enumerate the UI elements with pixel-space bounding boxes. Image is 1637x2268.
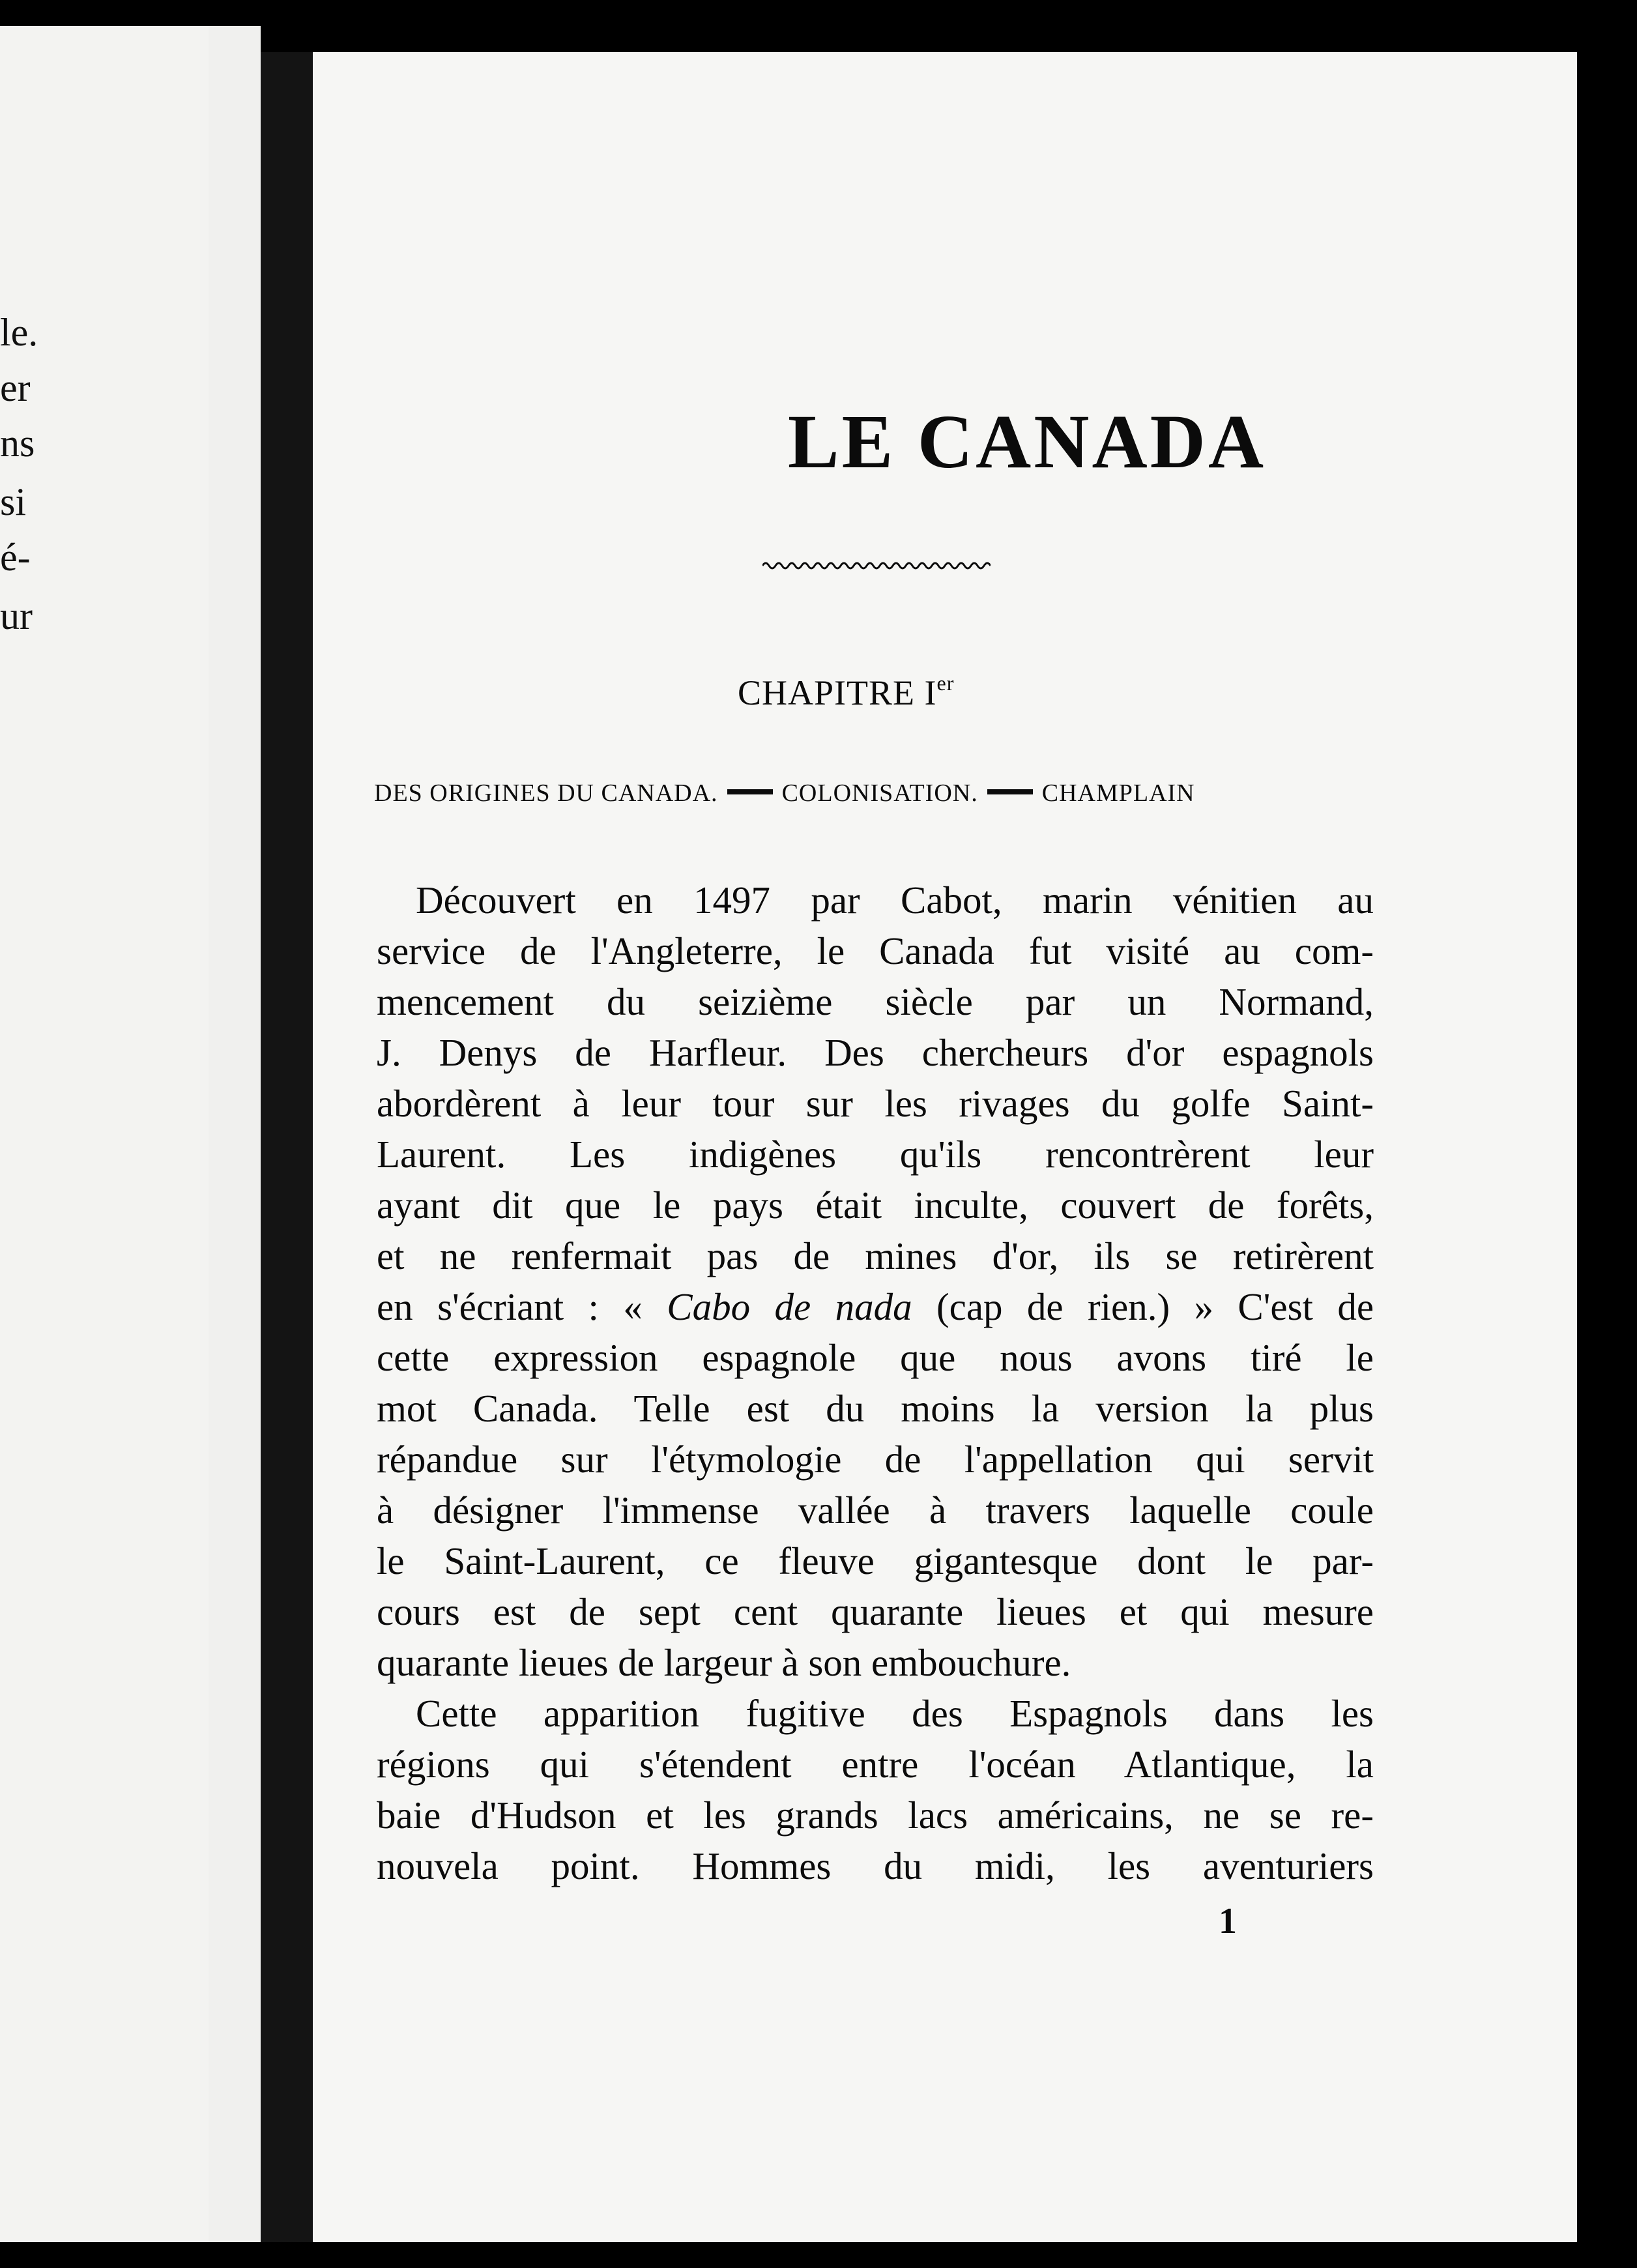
text-line (377, 1281, 1374, 1332)
text-line: service de l'Angleterre, le Canada fut visité au com- (377, 929, 1374, 972)
text-line: et ne renfermait pas de mines d'or, ils se retirèrent (377, 1234, 1374, 1277)
text-line: baie d'Hudson et les grands lacs américains, ne se re- (377, 1794, 1374, 1837)
italic-phrase: Cabo de nada (667, 1285, 912, 1328)
left-page-fragment: le. (0, 311, 38, 354)
text-line: à désigner l'immense vallée à travers laquelle coule (377, 1489, 1374, 1532)
text-line: mot Canada. Telle est du moins la version la plus (377, 1387, 1374, 1430)
page-gutter (209, 26, 261, 2242)
left-page-fragment: er (0, 366, 31, 409)
body-text (377, 875, 1374, 1891)
subtitle-part-colonisation: COLONISATION. (781, 779, 978, 807)
text-line: Laurent. Les indigènes qu'ils rencontrèrent leur (377, 1133, 1374, 1176)
text-line: cours est de sept cent quarante lieues et qui mesure (377, 1590, 1374, 1633)
text-segment: en s'écriant : « (377, 1285, 667, 1328)
left-page-fragment: ns (0, 422, 35, 465)
text-segment: (cap de rien.) » C'est de (912, 1285, 1374, 1328)
text-line: régions qui s'étendent entre l'océan Atlantique, la (377, 1743, 1374, 1786)
subtitle-part-champlain: CHAMPLAIN (1041, 779, 1195, 807)
em-dash (727, 789, 773, 794)
text-line: Cette apparition fugitive des Espagnols dans les (416, 1692, 1374, 1735)
page-number: 1 (1219, 1901, 1237, 1941)
text-line: Découvert en 1497 par Cabot, marin vénitien au (416, 879, 1374, 922)
text-line: le Saint-Laurent, ce fleuve gigantesque dont le par- (377, 1539, 1374, 1582)
text-line: répandue sur l'étymologie de l'appellation qui servit (377, 1438, 1374, 1481)
left-page-fragment: si (0, 480, 27, 523)
text-line: cette expression espagnole que nous avons tiré le (377, 1336, 1374, 1379)
text-line: ayant dit que le pays était inculte, couvert de forêts, (377, 1184, 1374, 1227)
left-page-fragment: ur (0, 594, 33, 637)
text-line: quarante lieues de largeur à son embouchure. (377, 1641, 1071, 1684)
text-line: J. Denys de Harfleur. Des chercheurs d'or espagnols (377, 1031, 1374, 1074)
chapter-superscript: er (936, 671, 955, 695)
subtitle-part-origins: DES ORIGINES DU CANADA. (374, 779, 718, 807)
text-line: nouvela point. Hommes du midi, les aventuriers (377, 1844, 1374, 1887)
left-page-fragment: é- (0, 536, 31, 579)
page-title: LE CANADA (787, 399, 1267, 484)
chapter-heading (738, 671, 1037, 713)
left-page (0, 26, 215, 2242)
text-line: mencement du seizième siècle par un Normand, (377, 980, 1374, 1023)
chapter-label: CHAPITRE I (738, 673, 937, 712)
em-dash (987, 789, 1033, 794)
text-line: abordèrent à leur tour sur les rivages du golfe Saint- (377, 1082, 1374, 1125)
binding-shadow (261, 52, 313, 2242)
wavy-ornament-divider (762, 559, 991, 572)
chapter-subtitle (374, 779, 1365, 807)
